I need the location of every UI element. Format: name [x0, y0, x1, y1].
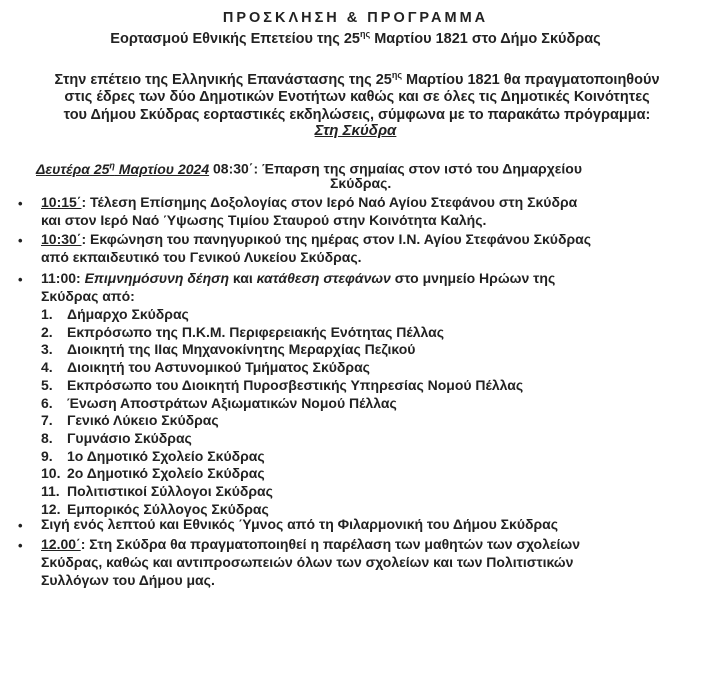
list-item-text: Διοικητή της ΙΙας Μηχανοκίνητης Μεραρχίας Πεζικού — [67, 341, 416, 358]
schedule-item-cont: Σκύδρας, καθώς και αντιπροσωπειών όλων των σχολείων και των Πολιτιστικών — [41, 554, 574, 570]
schedule-item — [41, 231, 591, 248]
list-item-number: 10. — [41, 465, 61, 482]
intro-paragraph — [22, 67, 692, 124]
list-item-text: Γυμνάσιο Σκύδρας — [67, 429, 192, 446]
intro-line: στις έδρες των δύο Δημοτικών Ενοτήτων καθώς και σε όλες τις Δημοτικές Κοινότητες — [64, 89, 650, 106]
item-text: : Στη Σκύδρα θα πραγματοποιηθεί η παρέλαση των μαθητών των σχολείων — [80, 536, 581, 552]
schedule-item-cont: από εκπαιδευτικό του Γενικού Λυκείου Σκύδρας. — [41, 249, 362, 265]
day-date — [36, 161, 209, 177]
list-item — [41, 359, 370, 376]
day-text: Δευτέρα 25 — [36, 160, 110, 177]
list-item — [41, 377, 523, 394]
item-time: 12.00΄ — [41, 536, 81, 552]
item-text: στο μνημείο Ηρώων της — [390, 270, 556, 286]
item-emphasis: κατάθεση στεφάνων — [256, 270, 391, 286]
schedule-item-cont: Συλλόγων του Δήμου μας. — [41, 572, 215, 588]
list-item — [41, 465, 265, 482]
list-item-text: 1ο Δημοτικό Σχολείο Σκύδρας — [67, 447, 265, 464]
item-text: : Εκφώνηση του πανηγυρικού της ημέρας στον Ι.Ν. Αγίου Στεφάνου Σκύδρας — [81, 231, 591, 247]
place-heading: Στη Σκύδρα — [314, 122, 397, 139]
list-item-number: 6. — [41, 394, 53, 411]
list-item-text: Πολιτιστικοί Σύλλογοι Σκύδρας — [67, 483, 273, 499]
list-item-number: 12. — [41, 500, 61, 517]
schedule-item-cont: και στον Ιερό Ναό Ύψωσης Τιμίου Σταυρού στην Κοινότητα Καλής. — [41, 212, 487, 228]
list-item-number: 9. — [41, 447, 53, 464]
list-item — [41, 341, 415, 358]
list-item — [41, 306, 189, 323]
list-item — [41, 395, 397, 412]
day-line-cont: Σκύδρας. — [330, 175, 392, 191]
subtitle-part: Εορτασμού Εθνικής Επετείου της 25 — [110, 30, 360, 47]
intro-text: Μαρτίου 1821 θα πραγματοποιηθούν — [402, 71, 660, 88]
day-event: 08:30΄: Έπαρση της σημαίας στον ιστό του Δημαρχείου — [209, 160, 583, 177]
list-item — [41, 430, 192, 447]
day-text: Μαρτίου 2024 — [114, 160, 210, 177]
item-time: 11:00: — [41, 270, 81, 286]
item-text: : Τέλεση Επίσημης Δοξολογίας στον Ιερό Ναό Αγίου Στεφάνου στη Σκύδρα — [81, 194, 578, 210]
bullet-icon: • — [18, 538, 23, 553]
list-item — [41, 448, 265, 465]
item-text: και — [229, 270, 257, 286]
list-item — [41, 412, 219, 429]
item-time: 10:30΄ — [41, 231, 82, 247]
list-item-text: Εκπρόσωπο της Π.Κ.Μ. Περιφερειακής Ενότητας Πέλλας — [67, 323, 445, 340]
list-item-text: 2ο Δημοτικό Σχολείο Σκύδρας — [67, 465, 265, 482]
document-title: ΠΡΟΣΚΛΗΣΗ & ΠΡΟΓΡΑΜΜΑ — [222, 10, 489, 26]
list-item-number: 11. — [41, 483, 60, 499]
list-item-text: Εκπρόσωπο του Διοικητή Πυροσβεστικής Υπηρεσίας Νομού Πέλλας — [67, 376, 524, 393]
item-time: 10:15΄ — [41, 194, 82, 210]
list-item — [41, 324, 444, 341]
list-item-number: 2. — [41, 323, 53, 340]
list-item-text: Διοικητή του Αστυνομικού Τμήματος Σκύδρας — [67, 359, 370, 376]
list-item-text: Εμπορικός Σύλλογος Σκύδρας — [67, 500, 269, 517]
list-item-number: 4. — [41, 359, 53, 376]
bullet-icon: • — [18, 233, 23, 248]
subtitle-sup: ης — [360, 29, 371, 39]
intro-line — [22, 67, 692, 89]
schedule-item — [41, 536, 580, 553]
bullet-icon: • — [18, 518, 23, 533]
list-item-number: 1. — [41, 306, 53, 322]
schedule-item: Σιγή ενός λεπτού και Εθνικός Ύμνος από τη Φιλαρμονική του Δήμου Σκύδρας — [41, 516, 559, 532]
list-item-number: 5. — [41, 376, 53, 393]
intro-sup: ης — [391, 70, 403, 80]
bullet-icon: • — [18, 272, 23, 287]
schedule-item — [41, 270, 555, 287]
list-item-text: Δήμαρχο Σκύδρας — [67, 306, 189, 322]
list-item-number: 8. — [41, 429, 53, 446]
item-emphasis: Επιμνημόσυνη δέηση — [84, 270, 229, 286]
intro-line: του Δήμου Σκύδρας εορταστικές εκδηλώσεις, σύμφωνα με το παρακάτω πρόγραμμα: — [63, 106, 651, 123]
day-sup: η — [109, 160, 115, 170]
day-line — [36, 157, 582, 178]
list-item — [41, 483, 273, 500]
list-item-number: 3. — [41, 341, 53, 358]
bullet-icon: • — [18, 196, 23, 211]
list-item-text: Γενικό Λύκειο Σκύδρας — [67, 412, 219, 429]
schedule-item — [41, 194, 577, 211]
list-item-text: Ένωση Αποστράτων Αξιωματικών Νομού Πέλλας — [67, 394, 397, 411]
document-subtitle — [0, 29, 711, 47]
intro-text: Στην επέτειο της Ελληνικής Επανάστασης της 25 — [54, 71, 392, 88]
schedule-item-cont: Σκύδρας από: — [41, 288, 135, 304]
list-item-number: 7. — [41, 412, 53, 429]
subtitle-part: Μαρτίου 1821 στο Δήμο Σκύδρας — [370, 30, 601, 47]
